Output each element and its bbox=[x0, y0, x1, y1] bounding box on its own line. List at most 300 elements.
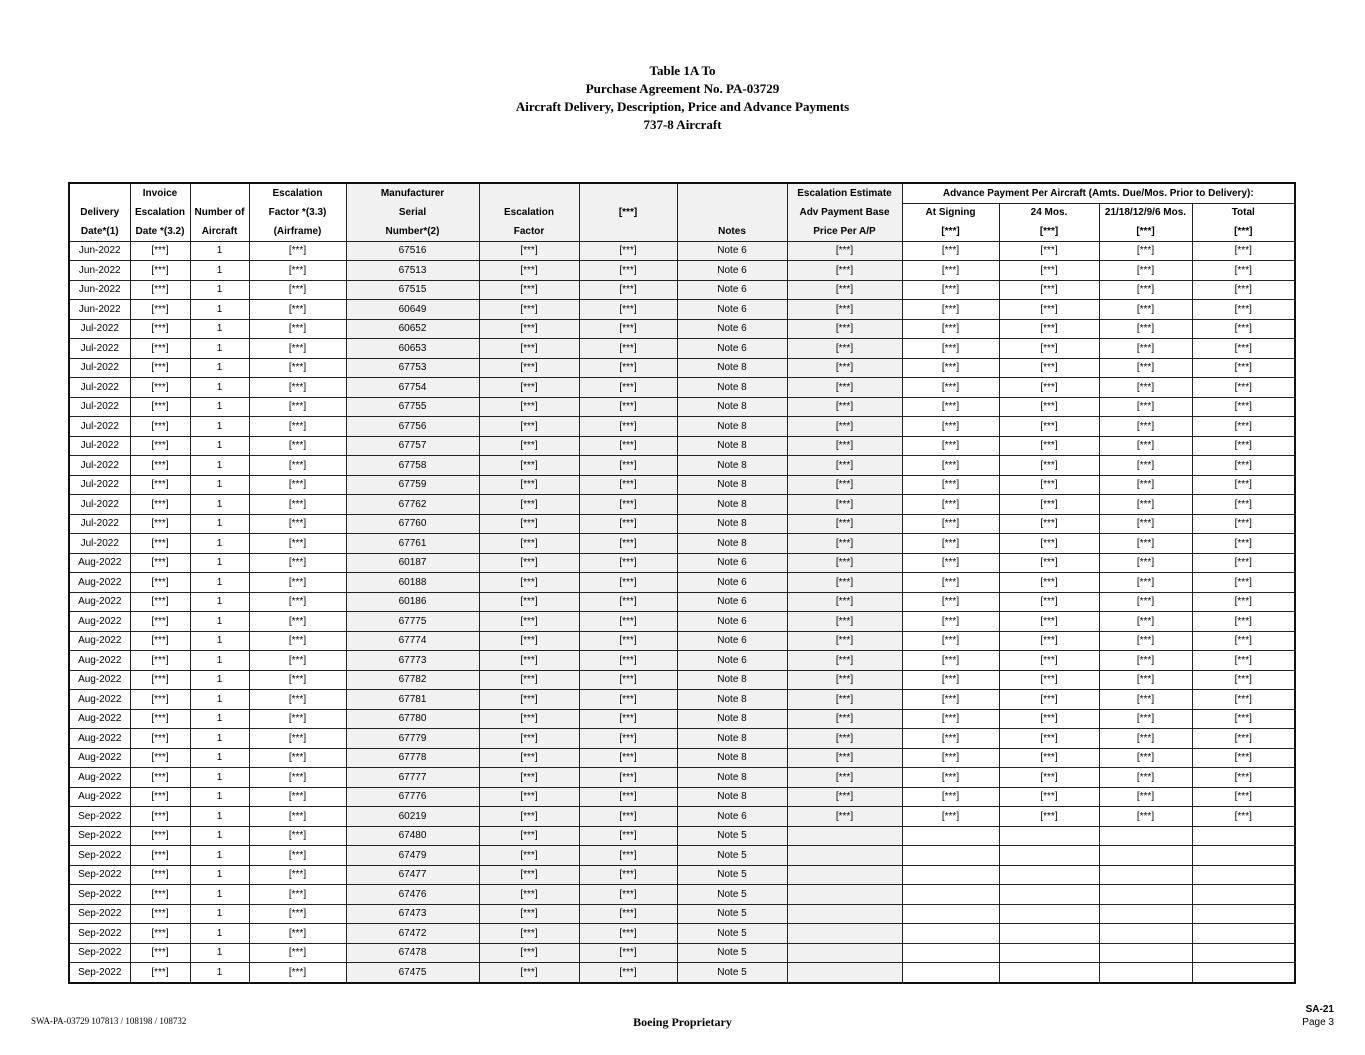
cell-total: [***] bbox=[1192, 670, 1295, 690]
cell-total: [***] bbox=[1192, 495, 1295, 515]
cell-redacted-value: [***] bbox=[579, 261, 677, 281]
cell-adv-payment-base: [***] bbox=[787, 300, 902, 320]
cell-invoice-date: [***] bbox=[130, 534, 190, 554]
cell-adv-payment-base: [***] bbox=[787, 495, 902, 515]
table-row bbox=[69, 865, 1295, 885]
table-row bbox=[69, 924, 1295, 944]
cell-total: [***] bbox=[1192, 456, 1295, 476]
cell-redacted-value: [***] bbox=[579, 787, 677, 807]
cell-escalation-factor: [***] bbox=[479, 631, 579, 651]
cell-21-18-12-9-6-mos: [***] bbox=[1099, 651, 1192, 671]
cell-21-18-12-9-6-mos: [***] bbox=[1099, 748, 1192, 768]
cell-redacted-value: [***] bbox=[579, 592, 677, 612]
cell-escalation-factor-airframe: [***] bbox=[249, 475, 346, 495]
cell-notes: Note 8 bbox=[677, 534, 787, 554]
cell-notes: Note 8 bbox=[677, 358, 787, 378]
cell-redacted-value: [***] bbox=[579, 456, 677, 476]
cell-redacted-value: [***] bbox=[579, 865, 677, 885]
cell-at-signing: [***] bbox=[902, 280, 999, 300]
table-row bbox=[69, 826, 1295, 846]
title-line-3: Aircraft Delivery, Description, Price and Advance Payments bbox=[515, 99, 850, 114]
cell-at-signing: [***] bbox=[902, 534, 999, 554]
cell-adv-payment-base: [***] bbox=[787, 592, 902, 612]
cell-escalation-factor: [***] bbox=[479, 397, 579, 417]
cell-escalation-factor: [***] bbox=[479, 573, 579, 593]
cell-escalation-factor-airframe: [***] bbox=[249, 826, 346, 846]
cell-delivery-date: Aug-2022 bbox=[69, 592, 130, 612]
delivery-table bbox=[68, 182, 1296, 984]
cell-21-18-12-9-6-mos bbox=[1099, 904, 1192, 924]
cell-21-18-12-9-6-mos: [***] bbox=[1099, 300, 1192, 320]
table-row bbox=[69, 319, 1295, 339]
cell-total: [***] bbox=[1192, 748, 1295, 768]
cell-adv-payment-base bbox=[787, 963, 902, 983]
cell-notes: Note 8 bbox=[677, 436, 787, 456]
cell-21-18-12-9-6-mos: [***] bbox=[1099, 397, 1192, 417]
cell-escalation-factor-airframe: [***] bbox=[249, 787, 346, 807]
cell-escalation-factor: [***] bbox=[479, 553, 579, 573]
cell-24-mos: [***] bbox=[999, 514, 1099, 534]
cell-aircraft-count: 1 bbox=[190, 670, 249, 690]
header-at-signing-1: At Signing bbox=[902, 203, 999, 222]
cell-24-mos bbox=[999, 826, 1099, 846]
cell-serial-number: 67478 bbox=[346, 943, 479, 963]
cell-total: [***] bbox=[1192, 241, 1295, 261]
cell-escalation-factor: [***] bbox=[479, 495, 579, 515]
cell-escalation-factor-airframe: [***] bbox=[249, 631, 346, 651]
cell-24-mos: [***] bbox=[999, 241, 1099, 261]
cell-24-mos: [***] bbox=[999, 378, 1099, 398]
cell-notes: Note 6 bbox=[677, 300, 787, 320]
cell-notes: Note 6 bbox=[677, 807, 787, 827]
cell-notes: Note 6 bbox=[677, 553, 787, 573]
footer-page-info bbox=[1302, 1003, 1334, 1029]
cell-21-18-12-9-6-mos: [***] bbox=[1099, 553, 1192, 573]
cell-delivery-date: Jul-2022 bbox=[69, 417, 130, 437]
cell-escalation-factor: [***] bbox=[479, 807, 579, 827]
cell-aircraft-count: 1 bbox=[190, 358, 249, 378]
cell-redacted-value: [***] bbox=[579, 417, 677, 437]
cell-notes: Note 6 bbox=[677, 280, 787, 300]
cell-adv-payment-base: [***] bbox=[787, 280, 902, 300]
cell-at-signing: [***] bbox=[902, 339, 999, 359]
cell-serial-number: 67782 bbox=[346, 670, 479, 690]
cell-adv-payment-base bbox=[787, 885, 902, 905]
table-row bbox=[69, 378, 1295, 398]
cell-aircraft-count: 1 bbox=[190, 768, 249, 788]
cell-24-mos: [***] bbox=[999, 475, 1099, 495]
cell-notes: Note 6 bbox=[677, 592, 787, 612]
cell-redacted-value: [***] bbox=[579, 651, 677, 671]
cell-24-mos: [***] bbox=[999, 417, 1099, 437]
cell-serial-number: 60652 bbox=[346, 319, 479, 339]
cell-escalation-factor-airframe: [***] bbox=[249, 241, 346, 261]
cell-24-mos: [***] bbox=[999, 690, 1099, 710]
cell-escalation-factor-airframe: [***] bbox=[249, 358, 346, 378]
table-row bbox=[69, 261, 1295, 281]
cell-redacted-value: [***] bbox=[579, 846, 677, 866]
cell-aircraft-count: 1 bbox=[190, 534, 249, 554]
cell-escalation-factor: [***] bbox=[479, 514, 579, 534]
cell-escalation-factor: [***] bbox=[479, 241, 579, 261]
cell-notes: Note 5 bbox=[677, 943, 787, 963]
cell-redacted-value: [***] bbox=[579, 631, 677, 651]
cell-redacted-value: [***] bbox=[579, 339, 677, 359]
cell-invoice-date: [***] bbox=[130, 963, 190, 983]
cell-delivery-date: Jul-2022 bbox=[69, 436, 130, 456]
cell-invoice-date: [***] bbox=[130, 261, 190, 281]
header-notes-2 bbox=[677, 203, 787, 222]
cell-aircraft-count: 1 bbox=[190, 690, 249, 710]
cell-delivery-date: Aug-2022 bbox=[69, 612, 130, 632]
cell-redacted-value: [***] bbox=[579, 241, 677, 261]
cell-notes: Note 6 bbox=[677, 241, 787, 261]
cell-escalation-factor: [***] bbox=[479, 319, 579, 339]
cell-delivery-date: Sep-2022 bbox=[69, 904, 130, 924]
cell-serial-number: 60219 bbox=[346, 807, 479, 827]
cell-24-mos: [***] bbox=[999, 768, 1099, 788]
header-21mos-2: [***] bbox=[1099, 222, 1192, 241]
cell-24-mos: [***] bbox=[999, 261, 1099, 281]
cell-delivery-date: Jul-2022 bbox=[69, 534, 130, 554]
cell-escalation-factor-airframe: [***] bbox=[249, 495, 346, 515]
header-delivery-1 bbox=[69, 183, 130, 203]
table-row bbox=[69, 631, 1295, 651]
cell-aircraft-count: 1 bbox=[190, 456, 249, 476]
cell-redacted-value: [***] bbox=[579, 943, 677, 963]
cell-escalation-factor-airframe: [***] bbox=[249, 319, 346, 339]
cell-escalation-factor: [***] bbox=[479, 709, 579, 729]
table-row bbox=[69, 514, 1295, 534]
cell-escalation-factor-airframe: [***] bbox=[249, 417, 346, 437]
cell-aircraft-count: 1 bbox=[190, 631, 249, 651]
cell-redacted-value: [***] bbox=[579, 963, 677, 983]
cell-serial-number: 67773 bbox=[346, 651, 479, 671]
cell-escalation-factor: [***] bbox=[479, 280, 579, 300]
cell-21-18-12-9-6-mos: [***] bbox=[1099, 475, 1192, 495]
cell-delivery-date: Aug-2022 bbox=[69, 768, 130, 788]
cell-adv-payment-base: [***] bbox=[787, 553, 902, 573]
header-escalation-2: Escalation bbox=[479, 203, 579, 222]
cell-serial-number: 67774 bbox=[346, 631, 479, 651]
cell-total: [***] bbox=[1192, 378, 1295, 398]
cell-24-mos: [***] bbox=[999, 436, 1099, 456]
cell-21-18-12-9-6-mos bbox=[1099, 846, 1192, 866]
cell-serial-number: 67477 bbox=[346, 865, 479, 885]
cell-21-18-12-9-6-mos: [***] bbox=[1099, 690, 1192, 710]
cell-aircraft-count: 1 bbox=[190, 807, 249, 827]
cell-escalation-factor: [***] bbox=[479, 592, 579, 612]
cell-escalation-factor: [***] bbox=[479, 300, 579, 320]
cell-at-signing: [***] bbox=[902, 729, 999, 749]
cell-redacted-value: [***] bbox=[579, 612, 677, 632]
cell-24-mos bbox=[999, 943, 1099, 963]
header-redacted-1 bbox=[579, 183, 677, 203]
cell-escalation-factor-airframe: [***] bbox=[249, 573, 346, 593]
cell-21-18-12-9-6-mos bbox=[1099, 865, 1192, 885]
cell-total: [***] bbox=[1192, 339, 1295, 359]
cell-invoice-date: [***] bbox=[130, 378, 190, 398]
cell-total: [***] bbox=[1192, 358, 1295, 378]
header-total-2: [***] bbox=[1192, 222, 1295, 241]
cell-total: [***] bbox=[1192, 261, 1295, 281]
table-row bbox=[69, 280, 1295, 300]
cell-adv-payment-base: [***] bbox=[787, 670, 902, 690]
cell-notes: Note 8 bbox=[677, 417, 787, 437]
cell-delivery-date: Jul-2022 bbox=[69, 514, 130, 534]
cell-delivery-date: Sep-2022 bbox=[69, 943, 130, 963]
cell-notes: Note 6 bbox=[677, 319, 787, 339]
cell-24-mos: [***] bbox=[999, 612, 1099, 632]
header-number-2: Number of bbox=[190, 203, 249, 222]
cell-aircraft-count: 1 bbox=[190, 963, 249, 983]
cell-invoice-date: [***] bbox=[130, 397, 190, 417]
cell-at-signing: [***] bbox=[902, 592, 999, 612]
header-advance-group: Advance Payment Per Aircraft (Amts. Due/Mos. Prior to Delivery): bbox=[902, 183, 1295, 203]
cell-21-18-12-9-6-mos: [***] bbox=[1099, 436, 1192, 456]
cell-aircraft-count: 1 bbox=[190, 514, 249, 534]
cell-serial-number: 67761 bbox=[346, 534, 479, 554]
header-delivery-3: Date*(1) bbox=[69, 222, 130, 241]
cell-at-signing: [***] bbox=[902, 436, 999, 456]
table-row bbox=[69, 300, 1295, 320]
table-row bbox=[69, 495, 1295, 515]
table-row bbox=[69, 651, 1295, 671]
cell-24-mos: [***] bbox=[999, 592, 1099, 612]
title-line-4: 737-8 Aircraft bbox=[643, 117, 722, 132]
cell-serial-number: 67516 bbox=[346, 241, 479, 261]
cell-escalation-factor: [***] bbox=[479, 826, 579, 846]
cell-invoice-date: [***] bbox=[130, 514, 190, 534]
cell-serial-number: 60186 bbox=[346, 592, 479, 612]
cell-escalation-factor-airframe: [***] bbox=[249, 885, 346, 905]
cell-notes: Note 8 bbox=[677, 456, 787, 476]
cell-adv-payment-base: [***] bbox=[787, 241, 902, 261]
cell-delivery-date: Sep-2022 bbox=[69, 885, 130, 905]
cell-escalation-factor-airframe: [***] bbox=[249, 436, 346, 456]
cell-invoice-date: [***] bbox=[130, 865, 190, 885]
cell-serial-number: 67758 bbox=[346, 456, 479, 476]
footer-proprietary: Boeing Proprietary bbox=[633, 1015, 732, 1029]
cell-at-signing: [***] bbox=[902, 690, 999, 710]
cell-total bbox=[1192, 943, 1295, 963]
cell-escalation-factor: [***] bbox=[479, 943, 579, 963]
table-row bbox=[69, 534, 1295, 554]
cell-escalation-factor: [***] bbox=[479, 748, 579, 768]
cell-serial-number: 67472 bbox=[346, 924, 479, 944]
cell-24-mos: [***] bbox=[999, 300, 1099, 320]
cell-total bbox=[1192, 904, 1295, 924]
cell-total: [***] bbox=[1192, 787, 1295, 807]
cell-24-mos: [***] bbox=[999, 709, 1099, 729]
header-delivery-2: Delivery bbox=[69, 203, 130, 222]
cell-total: [***] bbox=[1192, 592, 1295, 612]
cell-24-mos: [***] bbox=[999, 631, 1099, 651]
cell-adv-payment-base: [***] bbox=[787, 319, 902, 339]
cell-serial-number: 67757 bbox=[346, 436, 479, 456]
cell-21-18-12-9-6-mos bbox=[1099, 924, 1192, 944]
cell-24-mos: [***] bbox=[999, 456, 1099, 476]
cell-notes: Note 5 bbox=[677, 826, 787, 846]
cell-at-signing: [***] bbox=[902, 475, 999, 495]
cell-adv-payment-base: [***] bbox=[787, 378, 902, 398]
cell-adv-payment-base bbox=[787, 904, 902, 924]
cell-delivery-date: Jul-2022 bbox=[69, 475, 130, 495]
cell-invoice-date: [***] bbox=[130, 729, 190, 749]
cell-redacted-value: [***] bbox=[579, 280, 677, 300]
cell-adv-payment-base bbox=[787, 826, 902, 846]
cell-delivery-date: Aug-2022 bbox=[69, 787, 130, 807]
cell-at-signing: [***] bbox=[902, 631, 999, 651]
cell-escalation-factor-airframe: [***] bbox=[249, 846, 346, 866]
cell-at-signing: [***] bbox=[902, 787, 999, 807]
cell-serial-number: 67776 bbox=[346, 787, 479, 807]
cell-redacted-value: [***] bbox=[579, 495, 677, 515]
cell-notes: Note 5 bbox=[677, 846, 787, 866]
cell-serial-number: 67476 bbox=[346, 885, 479, 905]
cell-notes: Note 8 bbox=[677, 670, 787, 690]
cell-total bbox=[1192, 846, 1295, 866]
cell-notes: Note 6 bbox=[677, 631, 787, 651]
cell-escalation-factor-airframe: [***] bbox=[249, 300, 346, 320]
header-escfactor-2: Factor *(3.3) bbox=[249, 203, 346, 222]
cell-invoice-date: [***] bbox=[130, 924, 190, 944]
cell-adv-payment-base: [***] bbox=[787, 339, 902, 359]
cell-invoice-date: [***] bbox=[130, 807, 190, 827]
cell-at-signing: [***] bbox=[902, 651, 999, 671]
cell-escalation-factor-airframe: [***] bbox=[249, 670, 346, 690]
cell-serial-number: 67779 bbox=[346, 729, 479, 749]
cell-notes: Note 5 bbox=[677, 885, 787, 905]
cell-21-18-12-9-6-mos bbox=[1099, 963, 1192, 983]
cell-invoice-date: [***] bbox=[130, 768, 190, 788]
cell-escalation-factor: [***] bbox=[479, 436, 579, 456]
cell-notes: Note 6 bbox=[677, 573, 787, 593]
cell-total: [***] bbox=[1192, 768, 1295, 788]
cell-total bbox=[1192, 885, 1295, 905]
cell-escalation-factor-airframe: [***] bbox=[249, 807, 346, 827]
table-row bbox=[69, 729, 1295, 749]
cell-escalation-factor-airframe: [***] bbox=[249, 690, 346, 710]
cell-total: [***] bbox=[1192, 729, 1295, 749]
table-row bbox=[69, 358, 1295, 378]
cell-aircraft-count: 1 bbox=[190, 904, 249, 924]
cell-escalation-factor: [***] bbox=[479, 475, 579, 495]
table-row bbox=[69, 846, 1295, 866]
cell-aircraft-count: 1 bbox=[190, 924, 249, 944]
cell-redacted-value: [***] bbox=[579, 514, 677, 534]
cell-total: [***] bbox=[1192, 300, 1295, 320]
cell-at-signing: [***] bbox=[902, 495, 999, 515]
cell-21-18-12-9-6-mos: [***] bbox=[1099, 319, 1192, 339]
cell-at-signing: [***] bbox=[902, 378, 999, 398]
cell-redacted-value: [***] bbox=[579, 670, 677, 690]
cell-serial-number: 67756 bbox=[346, 417, 479, 437]
cell-notes: Note 8 bbox=[677, 709, 787, 729]
cell-21-18-12-9-6-mos bbox=[1099, 943, 1192, 963]
cell-redacted-value: [***] bbox=[579, 436, 677, 456]
cell-adv-payment-base: [***] bbox=[787, 748, 902, 768]
cell-adv-payment-base: [***] bbox=[787, 787, 902, 807]
cell-at-signing: [***] bbox=[902, 573, 999, 593]
cell-adv-payment-base: [***] bbox=[787, 534, 902, 554]
cell-21-18-12-9-6-mos: [***] bbox=[1099, 495, 1192, 515]
cell-total: [***] bbox=[1192, 475, 1295, 495]
cell-total: [***] bbox=[1192, 397, 1295, 417]
cell-invoice-date: [***] bbox=[130, 651, 190, 671]
cell-redacted-value: [***] bbox=[579, 378, 677, 398]
cell-24-mos: [***] bbox=[999, 573, 1099, 593]
cell-serial-number: 67480 bbox=[346, 826, 479, 846]
table-row bbox=[69, 807, 1295, 827]
cell-escalation-factor-airframe: [***] bbox=[249, 280, 346, 300]
header-estimate-3: Price Per A/P bbox=[787, 222, 902, 241]
cell-total: [***] bbox=[1192, 417, 1295, 437]
cell-escalation-factor: [***] bbox=[479, 690, 579, 710]
cell-escalation-factor-airframe: [***] bbox=[249, 261, 346, 281]
cell-redacted-value: [***] bbox=[579, 748, 677, 768]
cell-redacted-value: [***] bbox=[579, 709, 677, 729]
cell-escalation-factor-airframe: [***] bbox=[249, 592, 346, 612]
table-row bbox=[69, 885, 1295, 905]
cell-escalation-factor: [***] bbox=[479, 924, 579, 944]
cell-escalation-factor-airframe: [***] bbox=[249, 963, 346, 983]
cell-escalation-factor: [***] bbox=[479, 651, 579, 671]
header-notes-1 bbox=[677, 183, 787, 203]
cell-21-18-12-9-6-mos: [***] bbox=[1099, 456, 1192, 476]
table-row bbox=[69, 748, 1295, 768]
cell-24-mos: [***] bbox=[999, 495, 1099, 515]
footer-page-number: Page 3 bbox=[1302, 1017, 1334, 1028]
cell-at-signing bbox=[902, 885, 999, 905]
cell-serial-number: 60653 bbox=[346, 339, 479, 359]
header-serial-1: Manufacturer bbox=[346, 183, 479, 203]
cell-delivery-date: Jul-2022 bbox=[69, 397, 130, 417]
cell-invoice-date: [***] bbox=[130, 456, 190, 476]
cell-adv-payment-base: [***] bbox=[787, 417, 902, 437]
cell-aircraft-count: 1 bbox=[190, 846, 249, 866]
header-at-signing-2: [***] bbox=[902, 222, 999, 241]
cell-invoice-date: [***] bbox=[130, 475, 190, 495]
cell-notes: Note 6 bbox=[677, 612, 787, 632]
document-title bbox=[0, 62, 1365, 134]
cell-notes: Note 5 bbox=[677, 963, 787, 983]
cell-at-signing bbox=[902, 865, 999, 885]
cell-delivery-date: Sep-2022 bbox=[69, 807, 130, 827]
cell-escalation-factor: [***] bbox=[479, 612, 579, 632]
cell-escalation-factor: [***] bbox=[479, 885, 579, 905]
cell-adv-payment-base: [***] bbox=[787, 690, 902, 710]
table-row bbox=[69, 787, 1295, 807]
cell-notes: Note 5 bbox=[677, 904, 787, 924]
cell-aircraft-count: 1 bbox=[190, 261, 249, 281]
cell-aircraft-count: 1 bbox=[190, 865, 249, 885]
cell-aircraft-count: 1 bbox=[190, 436, 249, 456]
cell-at-signing bbox=[902, 924, 999, 944]
cell-escalation-factor: [***] bbox=[479, 534, 579, 554]
table-row bbox=[69, 904, 1295, 924]
cell-escalation-factor: [***] bbox=[479, 787, 579, 807]
cell-adv-payment-base bbox=[787, 924, 902, 944]
cell-serial-number: 60188 bbox=[346, 573, 479, 593]
cell-total bbox=[1192, 865, 1295, 885]
cell-24-mos: [***] bbox=[999, 534, 1099, 554]
cell-21-18-12-9-6-mos bbox=[1099, 826, 1192, 846]
cell-24-mos bbox=[999, 924, 1099, 944]
header-estimate-2: Adv Payment Base bbox=[787, 203, 902, 222]
cell-invoice-date: [***] bbox=[130, 748, 190, 768]
cell-at-signing: [***] bbox=[902, 241, 999, 261]
